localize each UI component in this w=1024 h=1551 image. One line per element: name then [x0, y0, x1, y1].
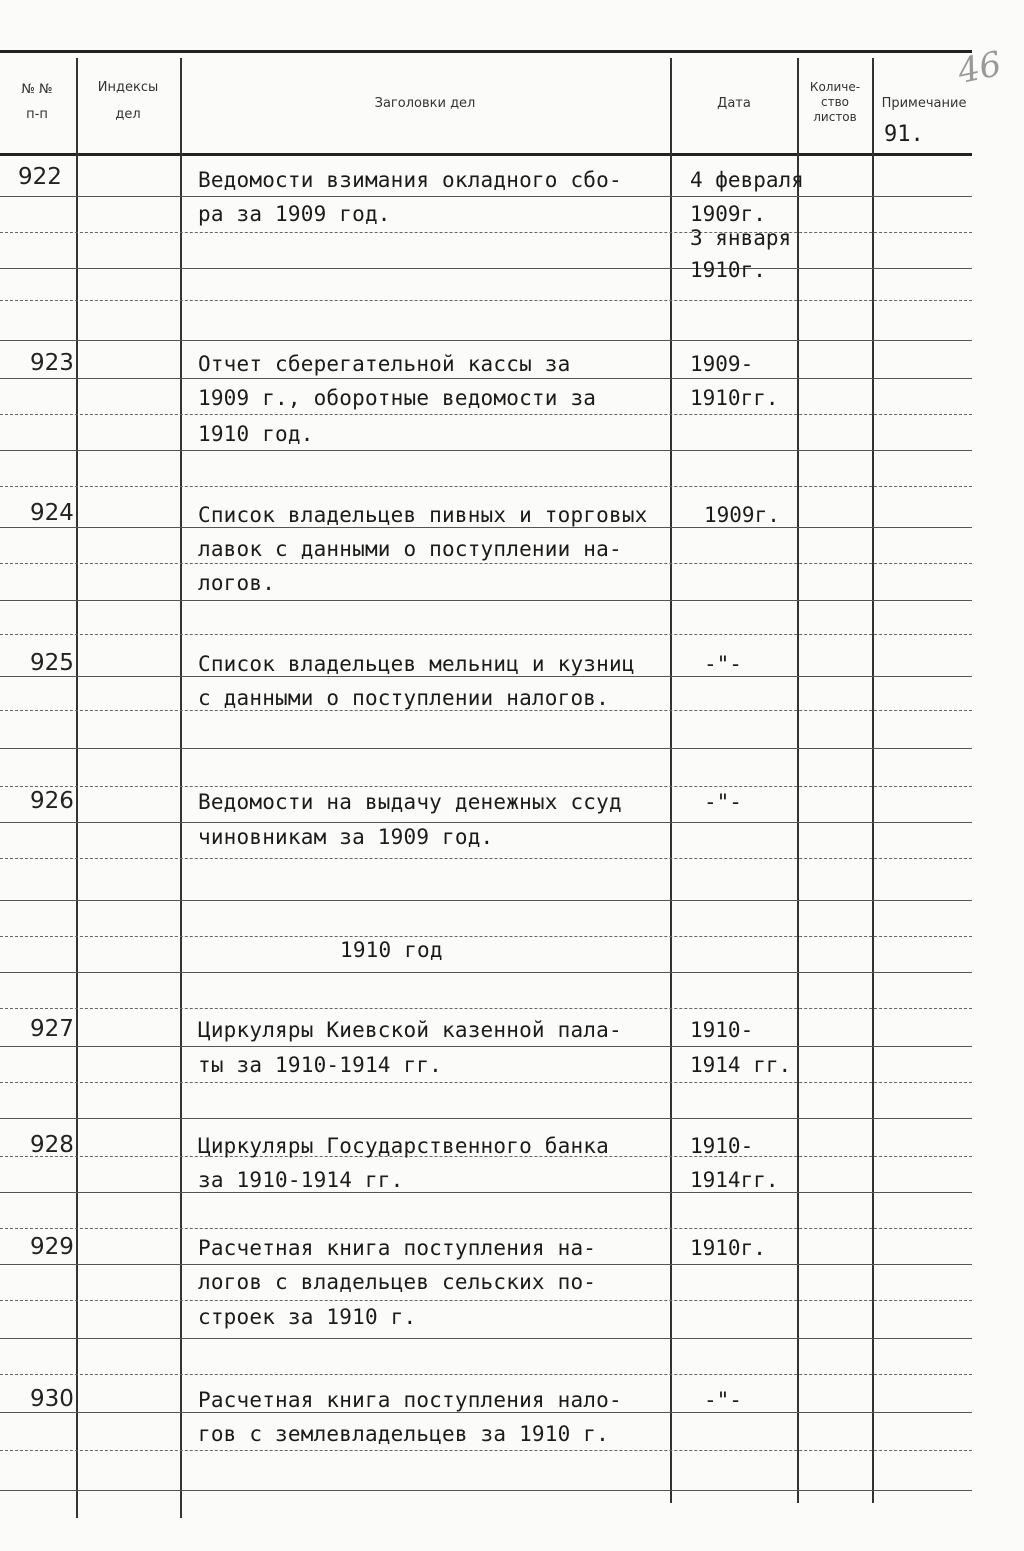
case-date-line: 4 февраля [690, 168, 804, 192]
ruled-line [0, 634, 972, 635]
case-title-line: логов. [198, 571, 276, 595]
case-number: 925 [30, 650, 74, 676]
ruled-line [0, 1008, 972, 1009]
case-date-line: 1910гг. [690, 386, 779, 410]
ruled-line [0, 748, 972, 749]
case-title-line: чиновникам за 1909 год. [198, 825, 494, 849]
ruled-line [0, 1118, 972, 1119]
case-title-line: Ведомости на выдачу денежных ссуд [198, 790, 622, 814]
header-num [4, 82, 70, 122]
header-note: Примечание [881, 96, 967, 111]
ruled-line [0, 1490, 972, 1491]
ruled-line [0, 1264, 972, 1265]
year-heading: 1910 год [340, 938, 443, 962]
column-divider-title [670, 58, 672, 1503]
case-number: 929 [30, 1234, 74, 1260]
ruled-line [0, 676, 972, 677]
case-title-line: Циркуляры Государственного банка [198, 1134, 609, 1158]
case-date-line: 1914гг. [690, 1168, 779, 1192]
header-index-line2: дел [115, 107, 141, 122]
header-count-line2: ство [820, 95, 849, 109]
ruled-line [0, 1450, 972, 1451]
case-number: 923 [30, 350, 74, 376]
ruled-line [0, 450, 972, 451]
ruled-line [0, 1338, 972, 1339]
case-title-line: ра за 1909 год. [198, 202, 391, 226]
case-title-line: с данными о поступлении налогов. [198, 686, 609, 710]
ruled-line [0, 1228, 972, 1229]
case-title-line: Список владельцев мельниц и кузниц [198, 652, 635, 676]
ruled-line [0, 196, 972, 197]
case-title-line: Ведомости взимания окладного сбо- [198, 168, 622, 192]
header-count [799, 80, 871, 125]
header-title: Заголовки дел [374, 96, 476, 111]
case-title-line: 1910 год. [198, 422, 314, 446]
case-title-line: Список владельцев пивных и торговых [198, 503, 648, 527]
ruled-line [0, 1192, 972, 1193]
case-date-line: 1910г. [690, 258, 766, 282]
case-number: 928 [30, 1132, 74, 1158]
archive-stamp-number: 46 [954, 43, 1005, 93]
ruled-line [0, 414, 972, 415]
case-date-line: 1909г. [704, 503, 780, 527]
case-number: 922 [18, 164, 62, 190]
case-date-line: 1910- [690, 1134, 754, 1158]
ruled-line [0, 486, 972, 487]
ruled-line [0, 936, 972, 937]
case-title-line: лавок с данными о поступлении на- [198, 537, 622, 561]
case-title-line: Расчетная книга поступления нало- [198, 1388, 622, 1412]
case-title-line: за 1910-1914 гг. [198, 1168, 404, 1192]
case-date-line: -"- [704, 790, 742, 814]
case-date-line: 1909г. [690, 202, 766, 226]
case-title-line: Отчет сберегательной кассы за [198, 352, 571, 376]
header-num-line2: п-п [26, 107, 48, 122]
header-num-line1: № № [21, 82, 53, 97]
ruled-line [0, 822, 972, 823]
case-number: 930 [30, 1386, 74, 1412]
header-bottom-border [0, 153, 972, 156]
ruled-line [0, 1046, 972, 1047]
case-date-line: 1910- [690, 1018, 754, 1042]
case-number: 924 [30, 500, 74, 526]
case-title-line: ты за 1910-1914 гг. [198, 1053, 443, 1077]
case-title-line: 1909 г., оборотные ведомости за [198, 386, 597, 410]
case-title-line: Циркуляры Киевской казенной пала- [198, 1018, 622, 1042]
case-date-line: 1910г. [690, 1236, 766, 1260]
case-title-line: логов с владельцев сельских по- [198, 1270, 597, 1294]
case-title-line: Расчетная книга поступления на- [198, 1236, 597, 1260]
ruled-line [0, 1300, 972, 1301]
header-count-line1: Количе- [809, 80, 861, 94]
header-count-line3: листов [813, 110, 857, 124]
ruled-line [0, 710, 972, 711]
case-number: 927 [30, 1016, 74, 1042]
case-date-line: 1914 гг. [690, 1053, 792, 1077]
header-index [80, 80, 176, 122]
column-divider-date [797, 58, 799, 1503]
column-divider-count [872, 58, 874, 1503]
header-index-line1: Индексы [97, 80, 159, 95]
ruled-line [0, 900, 972, 901]
case-date-line: -"- [704, 652, 742, 676]
case-title-line: гов с землевладельцев за 1910 г. [198, 1422, 609, 1446]
ruled-line [0, 786, 972, 787]
ruled-line [0, 232, 972, 233]
ruled-line [0, 600, 972, 601]
ruled-line [0, 527, 972, 528]
page-number: 91. [884, 122, 924, 147]
case-date-line: -"- [704, 1388, 742, 1412]
table-top-border [0, 50, 972, 53]
ruled-line [0, 972, 972, 973]
ruled-line [0, 340, 972, 341]
ruled-line [0, 1412, 972, 1413]
ruled-line [0, 300, 972, 301]
ruled-line [0, 858, 972, 859]
case-number: 926 [30, 788, 74, 814]
column-divider-num [76, 58, 78, 1518]
ruled-line [0, 1374, 972, 1375]
header-date: Дата [717, 96, 751, 111]
case-title-line: строек за 1910 г. [198, 1305, 417, 1329]
case-date-line: 1909- [690, 352, 754, 376]
ruled-line [0, 1082, 972, 1083]
column-divider-index [180, 58, 182, 1518]
case-date-line: 3 января [690, 226, 792, 250]
ruled-line [0, 563, 972, 564]
ruled-line [0, 268, 972, 269]
ruled-line [0, 378, 972, 379]
